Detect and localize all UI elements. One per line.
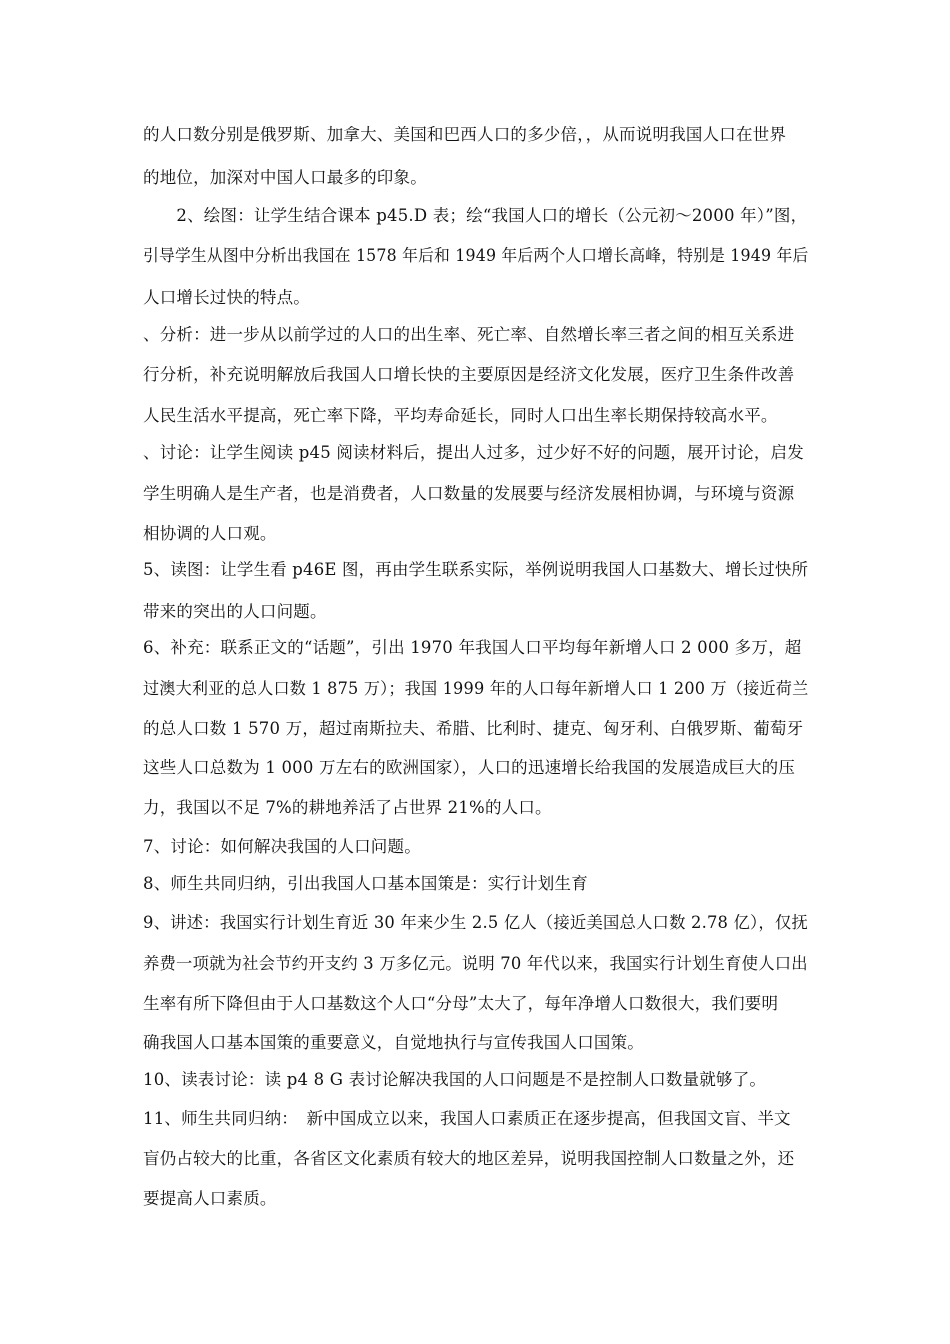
text-line: 要提高人口素质。 — [143, 1189, 277, 1208]
text-line: 的地位，加深对中国人口最多的印象。 — [143, 168, 427, 187]
text-line: 5、读图：让学生看 p46E 图，再由学生联系实际，举例说明我国人口基数大、增长过快所 — [143, 560, 809, 579]
text-line: 人口增长过快的特点。 — [143, 288, 310, 307]
text-line: 8、师生共同归纳，引出我国人口基本国策是：实行计划生育 — [143, 874, 588, 893]
text-line: 9、讲述：我国实行计划生育近 30 年来少生 2.5 亿人（接近美国总人口数 2.78 亿），仅抚 — [143, 913, 808, 932]
text-line: 2、绘图：让学生结合课本 p45.D 表；绘“我国人口的增长（公元初～2000 年）”图， — [143, 206, 808, 225]
text-line: 11、师生共同归纳： 新中国成立以来，我国人口素质正在逐步提高，但我国文盲、半文 — [143, 1109, 791, 1128]
text-line: 的总人口数 1 570 万，超过南斯拉夫、希腊、比利时、捷克、匈牙利、白俄罗斯、葡萄牙 — [143, 719, 804, 738]
text-line: 确我国人口基本国策的重要意义，自觉地执行与宣传我国人口国策。 — [143, 1033, 644, 1052]
text-line: 的人口数分别是俄罗斯、加拿大、美国和巴西人口的多少倍，，从而说明我国人口在世界 — [143, 125, 787, 144]
text-line: 6、补充：联系正文的“话题”，引出 1970 年我国人口平均每年新增人口 2 000 多万，超 — [143, 638, 802, 657]
text-line: 、讨论：让学生阅读 p45 阅读材料后，提出人过多，过少好不好的问题，展开讨论，启发 — [143, 443, 804, 462]
text-line: 、分析：进一步从以前学过的人口的出生率、死亡率、自然增长率三者之间的相互关系进 — [143, 325, 795, 344]
text-line: 7、讨论：如何解决我国的人口问题。 — [143, 837, 421, 856]
text-line: 引导学生从图中分析出我国在 1578 年后和 1949 年后两个人口增长高峰，特别是 1949 年后 — [143, 246, 809, 265]
text-line: 盲仍占较大的比重，各省区文化素质有较大的地区差异，说明我国控制人口数量之外，还 — [143, 1149, 795, 1168]
text-line: 养费一项就为社会节约开支约 3 万多亿元。说明 70 年代以来，我国实行计划生育使人口出 — [143, 954, 808, 973]
text-line: 学生明确人是生产者，也是消费者，人口数量的发展要与经济发展相协调，与环境与资源 — [143, 484, 795, 503]
text-line: 生率有所下降但由于人口基数这个人口“分母”太大了，每年净增人口数很大，我们要明 — [143, 994, 779, 1013]
text-line: 人民生活水平提高，死亡率下降，平均寿命延长，同时人口出生率长期保持较高水平。 — [143, 406, 778, 425]
text-line: 行分析，补充说明解放后我国人口增长快的主要原因是经济文化发展，医疗卫生条件改善 — [143, 365, 795, 384]
text-line: 带来的突出的人口问题。 — [143, 602, 327, 621]
text-line: 这些人口总数为 1 000 万左右的欧洲国家），人口的迅速增长给我国的发展造成巨大的压 — [143, 758, 796, 777]
text-line: 力，我国以不足 7%的耕地养活了占世界 21%的人口。 — [143, 798, 552, 817]
text-line: 10、读表讨论：读 p4 8 G 表讨论解决我国的人口问题是不是控制人口数量就够了。 — [143, 1070, 767, 1089]
text-line: 相协调的人口观。 — [143, 524, 277, 543]
text-line: 过澳大利亚的总人口数 1 875 万）；我国 1999 年的人口每年新增人口 1 200 万（接近荷兰 — [143, 679, 809, 698]
